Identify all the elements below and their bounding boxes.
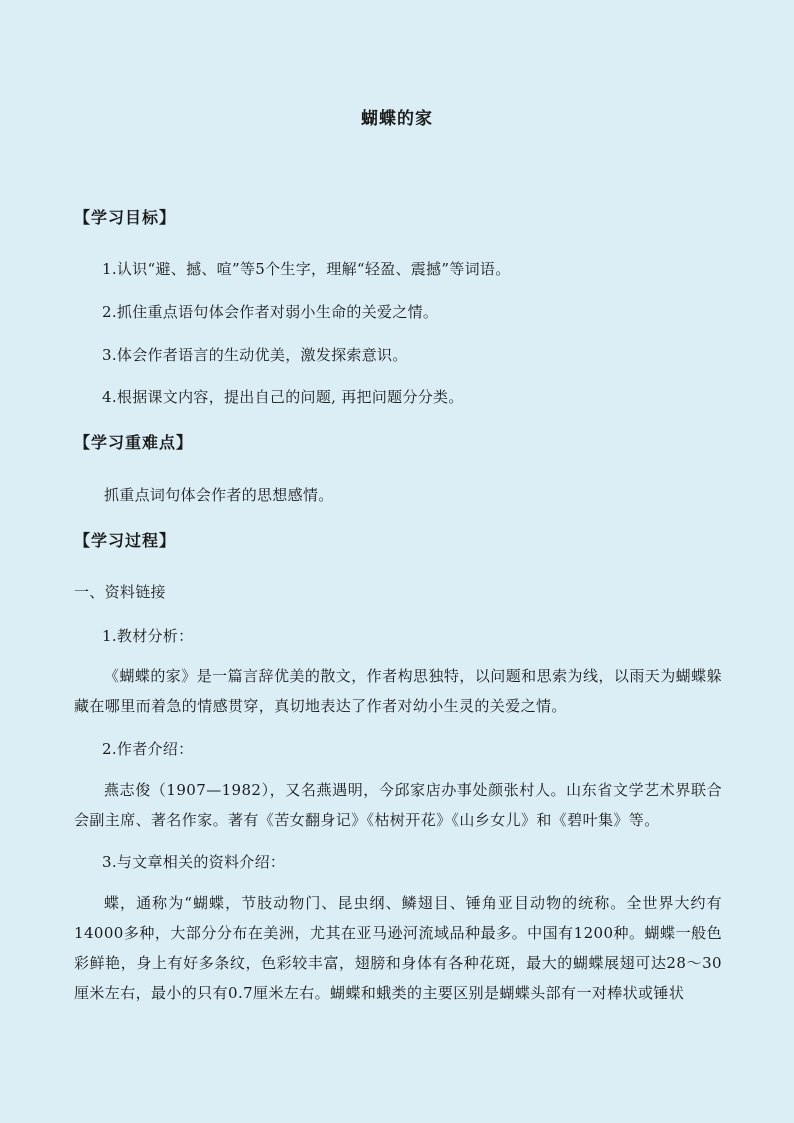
part1-title: 一、资料链接 [74, 583, 166, 601]
item3-label: 3.与文章相关的资料介绍： [102, 853, 286, 871]
goal-item-4: 4.根据课文内容，提出自己的问题, 再把问题分分类。 [102, 388, 464, 406]
item3-paragraph: 蝶，通称为“蝴蝶，节肢动物门、昆虫纲、鳞翅目、锤角亚目动物的统称。全世界大约有14000多种，大部分分布在美洲，尤其在亚马逊河流域品种最多。中国有1200种。蝴蝶一般色彩鲜艳，身上有好多条纹，色彩较丰富，翅膀和身体有各种花斑，最大的蝴蝶展翅可达28～30厘米左右，最小的只有0.7厘米左右。蝴蝶和蛾类的主要区别是蝴蝶头部有一对棒状或锤状 [74, 894, 722, 1002]
item1-label: 1.教材分析： [102, 627, 194, 645]
item2-paragraph: 燕志俊（1907—1982），又名燕遇明，今邱家店办事处颜张村人。山东省文学艺术界联合会副主席、著名作家。著有《苦女翻身记》《枯树开花》《山乡女儿》和《碧叶集》等。 [74, 781, 722, 829]
key-points-heading: 【学习重难点】 [74, 433, 194, 452]
goal-item-1: 1.认识“避、撼、喧”等5个生字，理解“轻盈、震撼”等词语。 [102, 260, 511, 278]
goal-item-2: 2.抓住重点语句体会作者对弱小生命的关爱之情。 [102, 303, 439, 321]
key-points-text: 抓重点词句体会作者的思想感情。 [104, 486, 334, 504]
item1-paragraph: 《蝴蝶的家》是一篇言辞优美的散文，作者构思独特，以问题和思索为线，以雨天为蝴蝶躲藏在哪里而着急的情感贯穿，真切地表达了作者对幼小生灵的关爱之情。 [74, 667, 722, 715]
process-heading: 【学习过程】 [74, 531, 177, 550]
goals-heading: 【学习目标】 [74, 208, 177, 227]
goal-item-3: 3.体会作者语言的生动优美，激发探索意识。 [102, 346, 408, 364]
document-title: 蝴蝶的家 [361, 109, 433, 129]
item2-label: 2.作者介绍： [102, 740, 194, 758]
